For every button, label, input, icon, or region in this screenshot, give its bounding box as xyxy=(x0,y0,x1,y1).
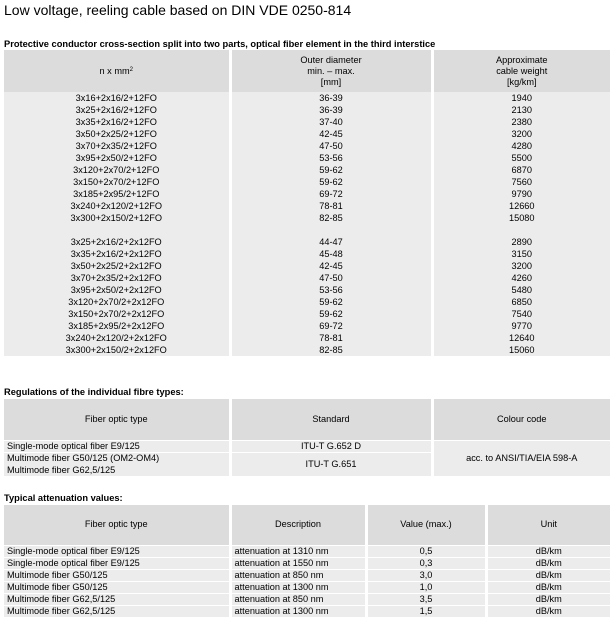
cross-section-cell: 3x35+2x16/2+12FO xyxy=(4,116,230,128)
cross-section-cell: 3x300+2x150/2+2x12FO xyxy=(4,344,230,356)
header-cross-section xyxy=(4,50,230,92)
separator-cell xyxy=(432,224,610,236)
cable-weight-cell: 3200 xyxy=(432,260,610,272)
value-cell: 3,0 xyxy=(366,569,486,581)
outer-diameter-cell: 82-85 xyxy=(230,212,432,224)
unit-cell: dB/km xyxy=(486,545,610,557)
value-cell: 1,5 xyxy=(366,605,486,617)
unit-cell: dB/km xyxy=(486,557,610,569)
fiber-type-cell: Single-mode optical fiber E9/125 xyxy=(4,545,230,557)
regulations-table xyxy=(4,399,610,476)
header-description: Description xyxy=(230,505,366,545)
cable-row xyxy=(4,344,610,356)
cross-section-cell: 3x150+2x70/2+2x12FO xyxy=(4,308,230,320)
outer-diameter-cell: 59-62 xyxy=(230,164,432,176)
outer-diameter-cell: 82-85 xyxy=(230,344,432,356)
cross-section-cell: 3x120+2x70/2+2x12FO xyxy=(4,296,230,308)
cable-weight-cell: 9770 xyxy=(432,320,610,332)
attenuation-row xyxy=(4,593,610,605)
fiber-type-cell: Multimode fiber G62,5/125 xyxy=(4,464,230,476)
cable-row xyxy=(4,320,610,332)
cable-weight-cell: 5480 xyxy=(432,284,610,296)
cross-section-cell: 3x300+2x150/2+12FO xyxy=(4,212,230,224)
standard-cell: ITU-T G.652 D xyxy=(230,440,432,452)
outer-diameter-cell: 42-45 xyxy=(230,128,432,140)
outer-diameter-cell: 44-47 xyxy=(230,236,432,248)
header-cable-weight xyxy=(432,50,610,92)
cable-weight-cell: 7540 xyxy=(432,308,610,320)
section-regulations-title: Regulations of the individual fibre types: xyxy=(4,387,184,397)
cross-section-cell: 3x185+2x95/2+12FO xyxy=(4,188,230,200)
cable-weight-cell: 6850 xyxy=(432,296,610,308)
header-cable-weight-line2: cable weight xyxy=(496,65,548,76)
header-unit: Unit xyxy=(486,505,610,545)
header-colour-code: Colour code xyxy=(432,399,610,440)
header-fiber-type: Fiber optic type xyxy=(4,399,230,440)
cable-table xyxy=(4,50,610,356)
header-outer-diameter xyxy=(230,50,432,92)
cross-section-cell: 3x50+2x25/2+12FO xyxy=(4,128,230,140)
header-standard: Standard xyxy=(230,399,432,440)
header-cross-section-label: n x mm xyxy=(99,65,130,76)
description-cell: attenuation at 1300 nm xyxy=(230,605,366,617)
header-outer-diameter-line1: Outer diameter xyxy=(300,54,362,65)
attenuation-row xyxy=(4,569,610,581)
cable-weight-cell: 9790 xyxy=(432,188,610,200)
header-outer-diameter-line2: min. – max. xyxy=(307,65,355,76)
cable-weight-cell: 2130 xyxy=(432,104,610,116)
separator-cell xyxy=(4,224,230,236)
cable-row xyxy=(4,308,610,320)
value-cell: 3,5 xyxy=(366,593,486,605)
cable-row xyxy=(4,164,610,176)
standard-cell: ITU-T G.651 xyxy=(230,452,432,476)
cable-weight-cell: 5500 xyxy=(432,152,610,164)
value-cell: 0,3 xyxy=(366,557,486,569)
cable-row xyxy=(4,128,610,140)
cross-section-cell: 3x240+2x120/2+2x12FO xyxy=(4,332,230,344)
outer-diameter-cell: 69-72 xyxy=(230,188,432,200)
cable-row xyxy=(4,296,610,308)
value-cell: 1,0 xyxy=(366,581,486,593)
cable-weight-cell: 12640 xyxy=(432,332,610,344)
cable-row xyxy=(4,260,610,272)
cross-section-cell: 3x240+2x120/2+12FO xyxy=(4,200,230,212)
cable-row xyxy=(4,200,610,212)
fiber-type-cell: Single-mode optical fiber E9/125 xyxy=(4,440,230,452)
cable-weight-cell: 12660 xyxy=(432,200,610,212)
cable-weight-cell: 7560 xyxy=(432,176,610,188)
cross-section-cell: 3x95+2x50/2+12FO xyxy=(4,152,230,164)
cable-row xyxy=(4,188,610,200)
attenuation-table xyxy=(4,505,610,617)
cross-section-cell: 3x50+2x25/2+2x12FO xyxy=(4,260,230,272)
page-title: Low voltage, reeling cable based on DIN VDE 0250-814 xyxy=(4,2,352,18)
description-cell: attenuation at 850 nm xyxy=(230,569,366,581)
cable-row xyxy=(4,332,610,344)
cable-row xyxy=(4,104,610,116)
cable-weight-cell: 3150 xyxy=(432,248,610,260)
cross-section-cell: 3x150+2x70/2+12FO xyxy=(4,176,230,188)
fiber-type-cell: Multimode fiber G50/125 xyxy=(4,569,230,581)
cable-weight-cell: 4260 xyxy=(432,272,610,284)
outer-diameter-cell: 47-50 xyxy=(230,272,432,284)
outer-diameter-cell: 78-81 xyxy=(230,332,432,344)
cable-row xyxy=(4,92,610,104)
outer-diameter-cell: 36-39 xyxy=(230,104,432,116)
attenuation-row xyxy=(4,545,610,557)
outer-diameter-cell: 53-56 xyxy=(230,152,432,164)
separator-cell xyxy=(230,224,432,236)
header-value: Value (max.) xyxy=(366,505,486,545)
cable-weight-cell: 3200 xyxy=(432,128,610,140)
fiber-type-cell: Multimode fiber G62,5/125 xyxy=(4,605,230,617)
cable-row xyxy=(4,152,610,164)
cable-row xyxy=(4,284,610,296)
cross-section-cell: 3x25+2x16/2+12FO xyxy=(4,104,230,116)
outer-diameter-cell: 47-50 xyxy=(230,140,432,152)
cable-weight-cell: 2890 xyxy=(432,236,610,248)
header-cable-weight-unit: [kg/km] xyxy=(506,76,537,87)
outer-diameter-cell: 59-62 xyxy=(230,308,432,320)
outer-diameter-cell: 59-62 xyxy=(230,296,432,308)
value-cell: 0,5 xyxy=(366,545,486,557)
cross-section-cell: 3x185+2x95/2+2x12FO xyxy=(4,320,230,332)
cross-section-cell: 3x95+2x50/2+2x12FO xyxy=(4,284,230,296)
outer-diameter-cell: 45-48 xyxy=(230,248,432,260)
cable-row xyxy=(4,140,610,152)
group-separator-row xyxy=(4,224,610,236)
cable-weight-cell: 15080 xyxy=(432,212,610,224)
cross-section-cell: 3x16+2x16/2+12FO xyxy=(4,92,230,104)
header-fiber-type: Fiber optic type xyxy=(4,505,230,545)
outer-diameter-cell: 69-72 xyxy=(230,320,432,332)
cross-section-cell: 3x70+2x35/2+12FO xyxy=(4,140,230,152)
cable-row xyxy=(4,116,610,128)
attenuation-row xyxy=(4,581,610,593)
unit-cell: dB/km xyxy=(486,605,610,617)
unit-cell: dB/km xyxy=(486,569,610,581)
cross-section-cell: 3x25+2x16/2+2x12FO xyxy=(4,236,230,248)
cable-row xyxy=(4,272,610,284)
description-cell: attenuation at 850 nm xyxy=(230,593,366,605)
cable-weight-cell: 1940 xyxy=(432,92,610,104)
cross-section-cell: 3x70+2x35/2+2x12FO xyxy=(4,272,230,284)
cross-section-cell: 3x120+2x70/2+12FO xyxy=(4,164,230,176)
cable-row xyxy=(4,212,610,224)
description-cell: attenuation at 1300 nm xyxy=(230,581,366,593)
cable-row xyxy=(4,176,610,188)
description-cell: attenuation at 1550 nm xyxy=(230,557,366,569)
cable-weight-cell: 2380 xyxy=(432,116,610,128)
header-cable-weight-line1: Approximate xyxy=(495,54,548,65)
outer-diameter-cell: 78-81 xyxy=(230,200,432,212)
outer-diameter-cell: 36-39 xyxy=(230,92,432,104)
section-cable-title: Protective conductor cross-section split into two parts, optical fiber element in the third interstice xyxy=(4,39,436,49)
outer-diameter-cell: 37-40 xyxy=(230,116,432,128)
attenuation-row xyxy=(4,557,610,569)
cable-weight-cell: 15060 xyxy=(432,344,610,356)
fiber-type-cell: Multimode fiber G50/125 xyxy=(4,581,230,593)
unit-cell: dB/km xyxy=(486,581,610,593)
outer-diameter-cell: 59-62 xyxy=(230,176,432,188)
header-cross-section-sup: 2 xyxy=(129,66,133,73)
cable-row xyxy=(4,236,610,248)
cable-weight-cell: 4280 xyxy=(432,140,610,152)
description-cell: attenuation at 1310 nm xyxy=(230,545,366,557)
outer-diameter-cell: 53-56 xyxy=(230,284,432,296)
unit-cell: dB/km xyxy=(486,593,610,605)
fiber-type-cell: Multimode fiber G62,5/125 xyxy=(4,593,230,605)
fiber-type-cell: Single-mode optical fiber E9/125 xyxy=(4,557,230,569)
section-attenuation-title: Typical attenuation values: xyxy=(4,493,123,503)
fiber-type-cell: Multimode fiber G50/125 (OM2-OM4) xyxy=(4,452,230,464)
cross-section-cell: 3x35+2x16/2+2x12FO xyxy=(4,248,230,260)
attenuation-row xyxy=(4,605,610,617)
header-outer-diameter-unit: [mm] xyxy=(320,76,342,87)
cable-row xyxy=(4,248,610,260)
colour-code-cell: acc. to ANSI/TIA/EIA 598-A xyxy=(432,440,610,476)
outer-diameter-cell: 42-45 xyxy=(230,260,432,272)
cable-weight-cell: 6870 xyxy=(432,164,610,176)
